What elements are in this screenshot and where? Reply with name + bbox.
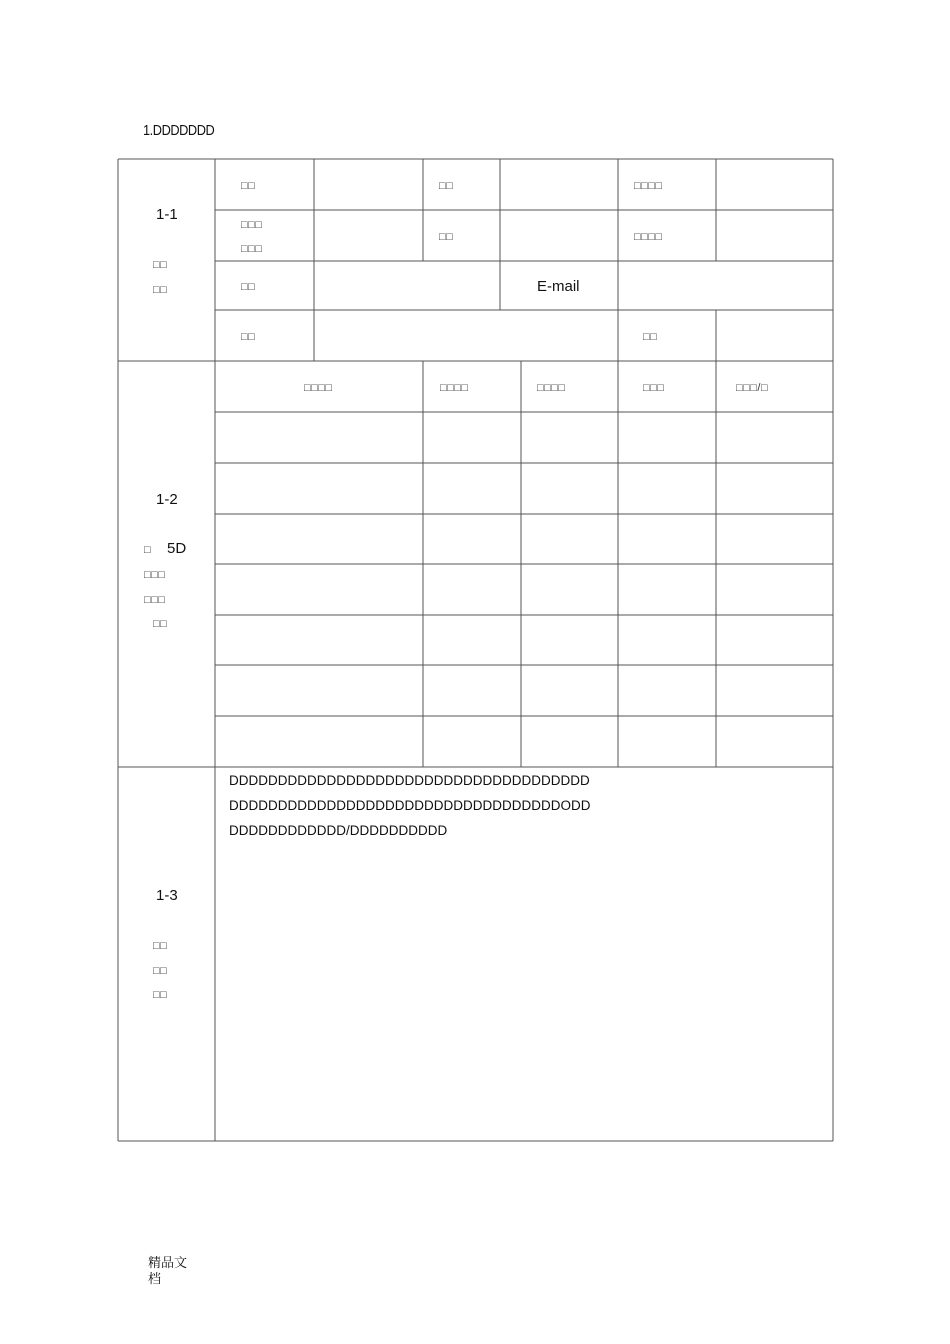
section2-title-line-5: □□ bbox=[153, 618, 168, 630]
section3-content-area[interactable] bbox=[216, 845, 832, 1140]
field-label-r4c2: □□ bbox=[643, 331, 658, 343]
table-body-rows[interactable] bbox=[216, 413, 832, 766]
table-header-2: □□□□ bbox=[440, 382, 469, 394]
field-value-r4c1[interactable] bbox=[315, 311, 617, 360]
page-heading: 1.DDDDDDD bbox=[143, 122, 215, 139]
field-value-r1c3[interactable] bbox=[717, 160, 832, 209]
table-header-1: □□□□ bbox=[304, 382, 333, 394]
field-value-r1c2[interactable] bbox=[501, 160, 617, 209]
section1-id: 1-1 bbox=[156, 206, 178, 223]
field-value-r1c1[interactable] bbox=[315, 160, 422, 209]
section2-title-line-3: □□□ bbox=[144, 569, 166, 581]
field-label-r1c3: □□□□ bbox=[634, 180, 663, 192]
section3-text-line-3: DDDDDDDDDDDD/DDDDDDDDDD bbox=[229, 823, 448, 838]
section2-title-line-2: 5D bbox=[167, 540, 187, 557]
section2-id: 1-2 bbox=[156, 491, 178, 508]
table-header-3: □□□□ bbox=[537, 382, 566, 394]
field-label-r4c1: □□ bbox=[241, 331, 256, 343]
section2-title-line-4: □□□ bbox=[144, 594, 166, 606]
field-value-r2c2[interactable] bbox=[501, 211, 617, 260]
field-label-r2c1-line1: □□□ bbox=[241, 219, 263, 231]
field-value-r2c1[interactable] bbox=[315, 211, 422, 260]
section2-title-line-1: □ bbox=[144, 544, 152, 556]
section1-title-line-2: □□ bbox=[153, 284, 168, 296]
section1-title-line-1: □□ bbox=[153, 259, 168, 271]
table-header-5: □□□/□ bbox=[736, 382, 769, 394]
field-label-r2c2: □□ bbox=[439, 231, 454, 243]
field-label-r2c1-line2: □□□ bbox=[241, 243, 263, 255]
section3-text-line-1: DDDDDDDDDDDDDDDDDDDDDDDDDDDDDDDDDDDDD bbox=[229, 773, 590, 788]
field-label-r1c2: □□ bbox=[439, 180, 454, 192]
section3-text-line-2: DDDDDDDDDDDDDDDDDDDDDDDDDDDDDDDDDDODD bbox=[229, 798, 591, 813]
section3-title-line-3: □□ bbox=[153, 989, 168, 1001]
field-value-r4c2[interactable] bbox=[717, 311, 832, 360]
section3-id: 1-3 bbox=[156, 887, 178, 904]
table-header-4: □□□ bbox=[643, 382, 665, 394]
field-label-r1c1: □□ bbox=[241, 180, 256, 192]
field-label-r2c3: □□□□ bbox=[634, 231, 663, 243]
footer-watermark: 精品文档 bbox=[148, 1256, 188, 1287]
email-value[interactable] bbox=[619, 262, 832, 309]
field-value-r2c3[interactable] bbox=[717, 211, 832, 260]
field-label-r3c1: □□ bbox=[241, 281, 256, 293]
field-value-r3c1[interactable] bbox=[315, 262, 499, 309]
email-label: E-mail bbox=[537, 278, 580, 295]
section3-title-line-2: □□ bbox=[153, 965, 168, 977]
section3-title-line-1: □□ bbox=[153, 940, 168, 952]
